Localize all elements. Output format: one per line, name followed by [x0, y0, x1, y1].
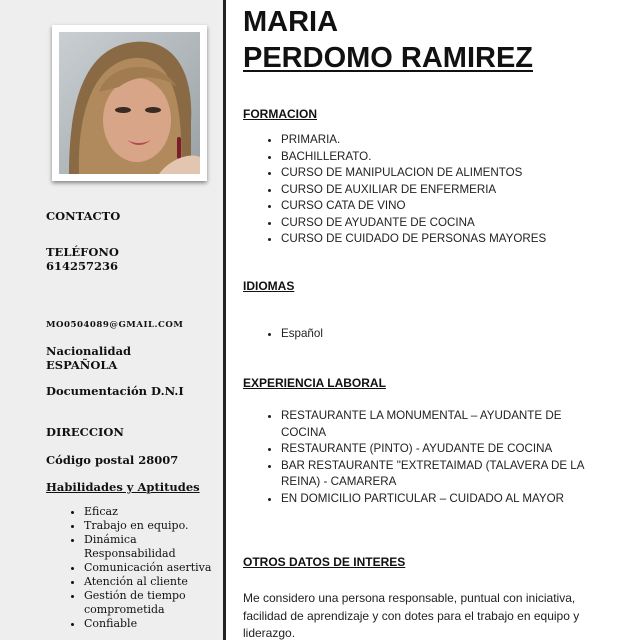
formacion-item: • CURSO DE CUIDADO DE PERSONAS MAYORES [281, 231, 603, 248]
formacion-heading: FORMACION [243, 107, 317, 121]
idiomas-list [243, 326, 603, 343]
formacion-item: • CURSO DE AUXILIAR DE ENFERMERIA [281, 182, 603, 199]
skill-item: • Dinámica Responsabilidad [84, 533, 226, 561]
profile-photo [59, 32, 200, 174]
idioma-item: • Español [281, 326, 603, 343]
nationality-value: ESPAÑOLA [46, 358, 118, 372]
skills-list [46, 505, 226, 631]
profile-photo-frame [52, 25, 207, 181]
experiencia-item: • RESTAURANTE LA MONUMENTAL – AYUDANTE DE COCINA [281, 408, 603, 441]
experiencia-item: • BAR RESTAURANTE "EXTRETAIMAD (TALAVERA DE LA REINA) - CAMARERA [281, 458, 603, 491]
experiencia-heading: EXPERIENCIA LABORAL [243, 376, 386, 390]
person-name [243, 4, 533, 76]
formacion-item: • CURSO CATA DE VINO [281, 198, 603, 215]
phone-value: 614257236 [46, 259, 119, 273]
otros-paragraph: Me considero una persona responsable, puntual con iniciativa, facilidad de aprendizaje y con dotes para el trabajo en equipo y liderazgo. [243, 591, 580, 640]
skill-item: • Confiable [84, 617, 226, 631]
skill-item: • Gestión de tiempo comprometida [84, 589, 226, 617]
nationality-label: Nacionalidad [46, 344, 132, 358]
phone-label: TELÉFONO [46, 245, 119, 259]
last-name: PERDOMO RAMIREZ [243, 42, 533, 74]
postal-code: Código postal 28007 [46, 453, 179, 467]
nationality-block [46, 344, 131, 372]
formacion-item: • BACHILLERATO. [281, 149, 603, 166]
formacion-list [243, 132, 603, 248]
skill-item: • Eficaz [84, 505, 226, 519]
otros-heading: OTROS DATOS DE INTERES [243, 555, 406, 569]
experiencia-item: • EN DOMICILIO PARTICULAR – CUIDADO AL MAYOR [281, 491, 603, 508]
documentation-value: Documentación D.N.I [46, 384, 184, 398]
experiencia-item: • RESTAURANTE (PINTO) - AYUDANTE DE COCINA [281, 441, 603, 458]
experiencia-list [243, 408, 603, 507]
formacion-item: • CURSO DE MANIPULACION DE ALIMENTOS [281, 165, 603, 182]
skill-item: • Comunicación asertiva [84, 561, 226, 575]
phone-block [46, 245, 119, 273]
skill-item: • Atención al cliente [84, 575, 226, 589]
formacion-item: • CURSO DE AYUDANTE DE COCINA [281, 215, 603, 232]
formacion-item: • PRIMARIA. [281, 132, 603, 149]
idiomas-heading: IDIOMAS [243, 279, 295, 293]
skills-heading: Habilidades y Aptitudes [46, 480, 200, 494]
skill-item: • Trabajo en equipo. [84, 519, 226, 533]
contact-heading: CONTACTO [46, 209, 121, 223]
first-name: MARIA [243, 6, 339, 38]
email-value: MO0504089@GMAIL.COM [46, 320, 184, 330]
address-heading: DIRECCION [46, 425, 124, 439]
